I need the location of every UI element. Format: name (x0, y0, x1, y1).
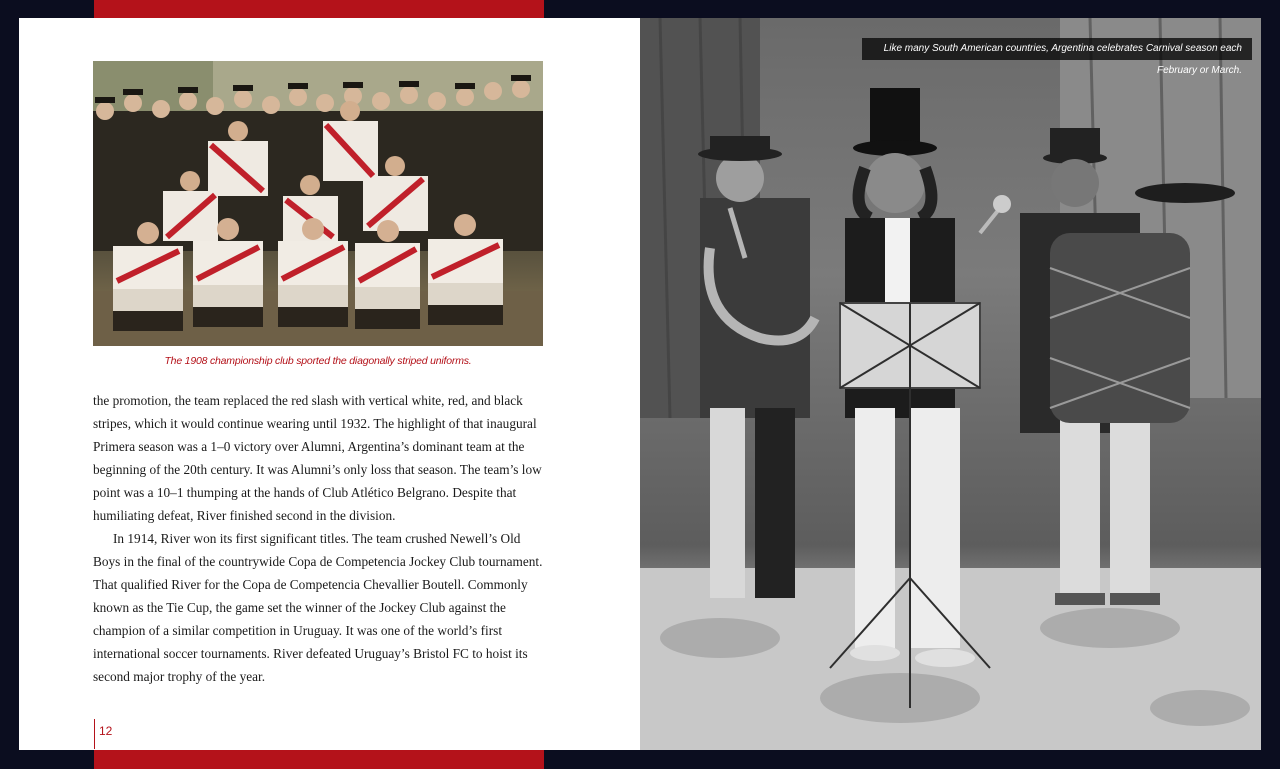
paragraph-2: In 1914, River won its first significant titles. The team crushed Newell’s Old Boys in the final of the countrywide Copa de Competencia Jockey Club tournament. That qualified River for the Copa de Competencia Chevallier Boutell. Commonly known as the Tie Cup, the game set the winner of the Jockey Club against the champion of a similar competition in Uruguay. It was one of the world’s first international soccer tournaments. River defeated Uruguay’s Bristol FC to hoist its second major trophy of the year. (93, 531, 543, 684)
bottom-red-bar (94, 750, 544, 769)
team-photo-illustration (93, 61, 543, 346)
paragraph-1: the promotion, the team replaced the red slash with vertical white, red, and black stripes, which it would continue wearing until 1932. The highlight of that inaugural Primera season was a 1–0 victory over Alumni, Argentina’s dominant team at the beginning of the 20th century. It was Alumni’s only loss that season. The team’s low point was a 10–1 thumping at the hands of Club Atlético Belgrano. Despite that humiliating defeat, River finished second in the division. (93, 393, 542, 523)
carnival-band-photo-illustration (640, 18, 1261, 750)
carnival-caption: Like many South American countries, Argentina celebrates Carnival season each February or March. (862, 38, 1252, 60)
right-page (640, 18, 1261, 750)
team-photo (93, 61, 543, 346)
top-red-bar (94, 0, 544, 18)
body-text (93, 389, 548, 688)
left-page (19, 18, 640, 750)
photo-caption: The 1908 championship club sported the diagonally striped uniforms. (164, 355, 472, 367)
page-number: 12 (94, 719, 112, 749)
